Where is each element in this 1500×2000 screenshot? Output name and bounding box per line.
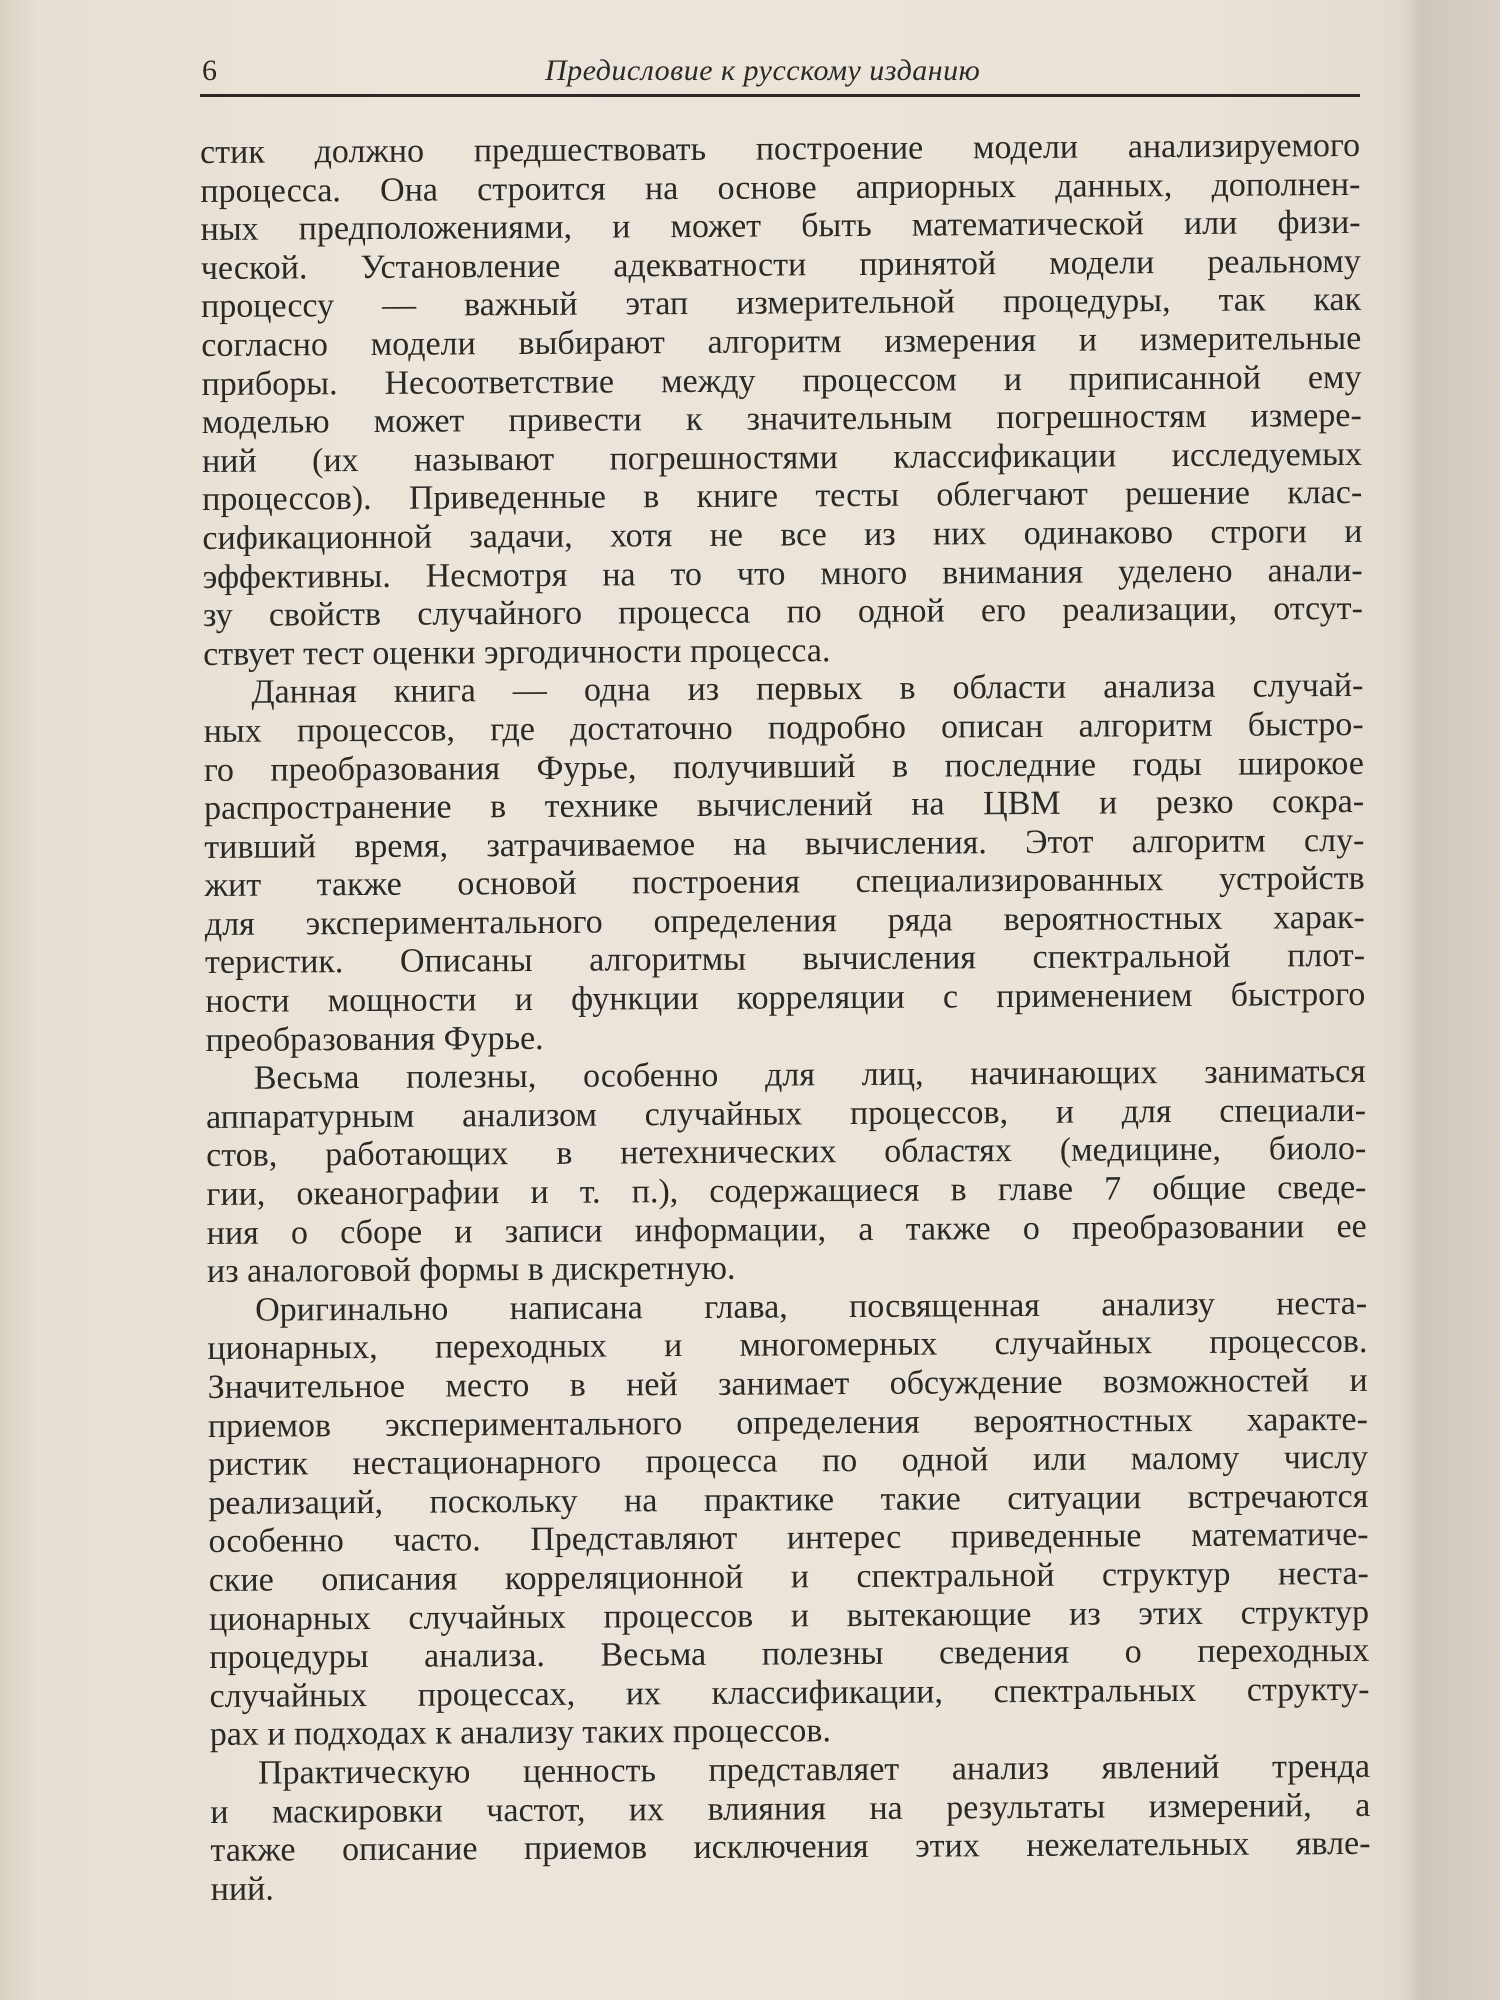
text-line: Оригинально написана глава, посвященная анализу неста- <box>255 1284 1368 1329</box>
paragraph <box>200 127 1363 674</box>
text-line: реализаций, поскольку на практике такие ситуации встречаются <box>208 1477 1369 1522</box>
text-line: ские описания корреляционной и спектральной структур неста- <box>208 1554 1369 1599</box>
text-line: особенно часто. Представляют интерес приведенные математиче- <box>208 1516 1369 1561</box>
text-line: для экспериментального определения ряда вероятностных харак- <box>204 898 1365 943</box>
text-line: преобразования Фурье. <box>205 1019 544 1059</box>
text-line: стик должно предшествовать построение модели анализируемого <box>200 126 1361 171</box>
text-line: жит также основой построения специализированных устройств <box>204 860 1365 905</box>
text-line: Практическую ценность представляет анализ явлений тренда <box>257 1747 1371 1792</box>
text-line: Весьма полезны, особенно для лиц, начинающих заниматься <box>253 1053 1366 1097</box>
text-line: из аналоговой формы в дискретную. <box>206 1249 736 1291</box>
body-text <box>200 127 1371 1909</box>
text-line: ний. <box>210 1870 274 1908</box>
text-line: рах и подходах к анализу таких процессов. <box>209 1712 832 1754</box>
text-line: Значительное место в ней занимает обсуждение возможностей и <box>207 1361 1368 1406</box>
text-line: стов, работающих в нетехнических областях (медицине, биоло- <box>206 1130 1367 1175</box>
text-line: согласно модели выбирают алгоритм измерения и измерительные <box>201 319 1362 364</box>
text-line: также описание приемов исключения этих нежелательных явле- <box>210 1825 1371 1870</box>
text-line: ционарных, переходных и многомерных случайных процессов. <box>207 1323 1368 1368</box>
paragraph <box>203 667 1365 1060</box>
text-line: ствует тест оценки эргодичности процесса. <box>203 631 831 673</box>
text-line: ных процессов, где достаточно подробно описан алгоритм быстро- <box>203 705 1364 750</box>
text-line: ных предположениями, и может быть математической или физи- <box>200 204 1361 249</box>
text-line: и маскировки частот, их влияния на результаты измерений, а <box>210 1786 1371 1831</box>
text-line: теристик. Описаны алгоритмы вычисления спектральной плот- <box>204 937 1366 982</box>
text-line: процесса. Она строится на основе априорных данных, дополнен- <box>200 165 1361 210</box>
text-line: процессов). Приведенные в книге тесты облегчают решение клас- <box>202 474 1363 519</box>
text-line: зу свойств случайного процесса по одной его реализации, отсут- <box>202 590 1364 635</box>
text-line: процедуры анализа. Весьма полезны сведения о переходных <box>209 1632 1370 1677</box>
text-line: моделью может привести к значительным погрешностям измере- <box>201 397 1362 442</box>
running-title: Предисловие к русскому изданию <box>545 54 981 87</box>
text-line: приборы. Несоответствие между процессом и приписанной ему <box>201 358 1362 403</box>
text-line: ционарных случайных процессов и вытекающие из этих структур <box>208 1593 1370 1638</box>
text-line: тивший время, затрачиваемое на вычисления. Этот алгоритм слу- <box>204 821 1365 866</box>
text-line: го преобразования Фурье, получивший в последние годы широкое <box>203 744 1364 789</box>
text-line: аппаратурным анализом случайных процессов, и для специали- <box>205 1091 1367 1136</box>
text-line: случайных процессах, их классификации, спектральных структу- <box>209 1670 1370 1715</box>
page-number: 6 <box>202 54 217 87</box>
paragraph <box>210 1748 1371 1909</box>
running-header <box>200 50 1360 97</box>
text-line: ности мощности и функции корреляции с применением быстрого <box>205 975 1366 1021</box>
text-line: приемов экспериментального определения вероятностных характе- <box>207 1400 1368 1445</box>
text-line: ристик нестационарного процесса по одной или малому числу <box>208 1439 1369 1484</box>
text-line: эффективны. Несмотря на то что много внимания уделено анали- <box>202 551 1363 596</box>
text-line: распространение в технике вычислений на ЦВМ и резко сокра- <box>204 782 1365 828</box>
text-line: ческой. Установление адекватности принятой модели реальному <box>200 242 1361 287</box>
text-line: сификационной задачи, хотя не все из них одинаково строги и <box>202 512 1363 557</box>
text-line: гии, океанографии и т. п.), содержащиеся в главе 7 общие сведе- <box>206 1168 1367 1214</box>
paragraph <box>206 1053 1367 1292</box>
text-line: ния о сборе и записи информации, а также о преобразовании ее <box>206 1207 1367 1252</box>
text-line: ний (их называют погрешностями классификации исследуемых <box>201 435 1363 480</box>
text-line: процессу — важный этап измерительной процедуры, так как <box>200 281 1362 326</box>
paragraph <box>207 1285 1370 1755</box>
text-line: Данная книга — одна из первых в области анализа случай- <box>251 667 1364 712</box>
